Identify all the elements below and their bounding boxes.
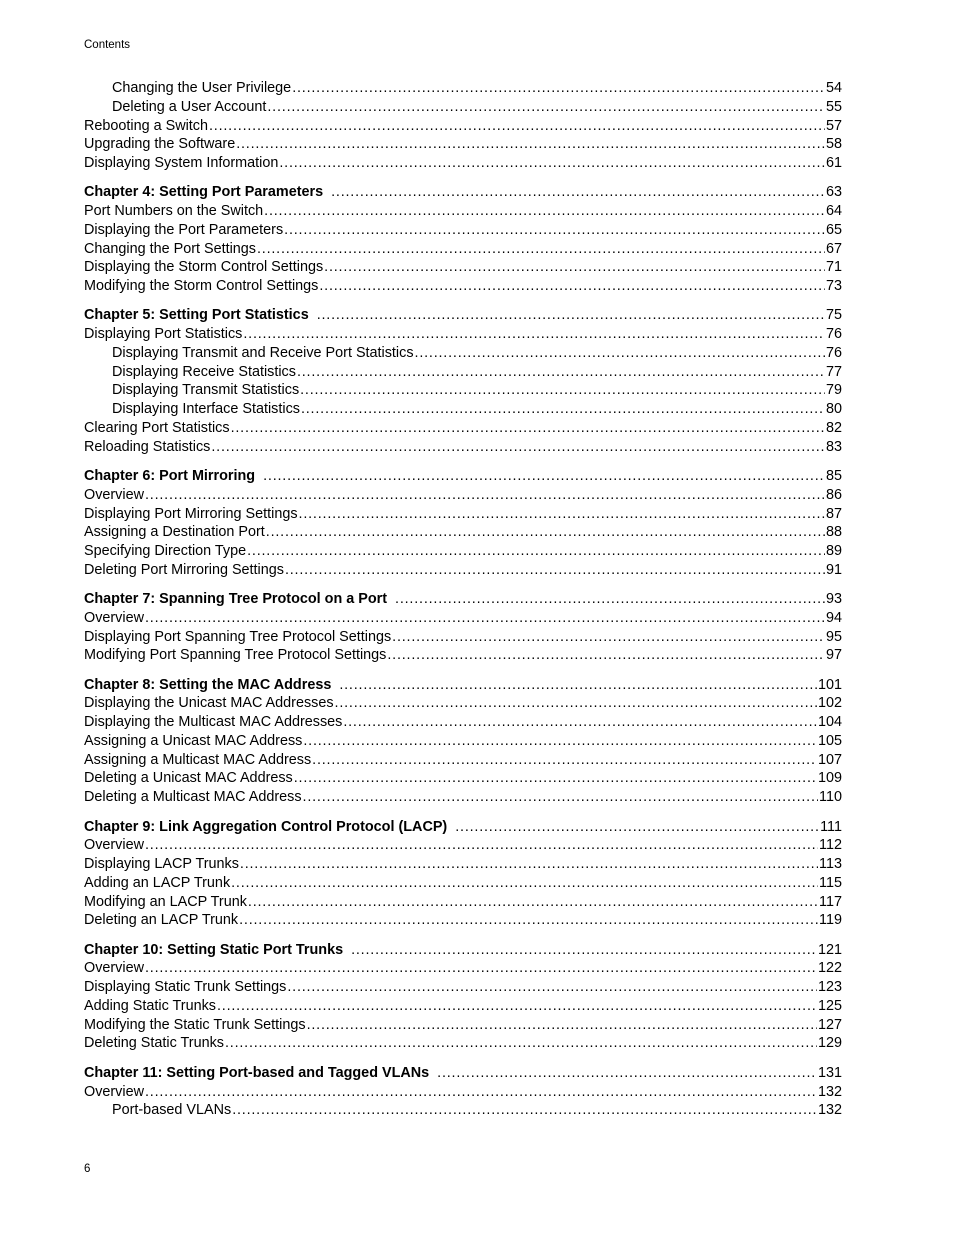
running-head: Contents xyxy=(84,39,131,51)
toc-entry-page: 115 xyxy=(819,874,842,891)
toc-entry[interactable] xyxy=(84,438,842,457)
dot-leader xyxy=(217,997,817,1016)
toc-entry-title: Changing the Port Settings xyxy=(84,240,256,257)
dot-leader xyxy=(343,713,817,732)
toc-entry-title: Reloading Statistics xyxy=(84,438,211,455)
toc-entry-page: 95 xyxy=(825,628,842,645)
dot-leader xyxy=(392,628,825,647)
toc-section xyxy=(84,818,842,931)
toc-entry[interactable] xyxy=(84,419,842,438)
toc-entry-page: 63 xyxy=(825,184,842,201)
dot-leader xyxy=(145,609,825,628)
dot-leader xyxy=(324,258,825,277)
toc-entry[interactable] xyxy=(84,505,842,524)
dot-leader xyxy=(248,893,818,912)
dot-leader xyxy=(307,1016,817,1035)
toc-entry-title: Adding Static Trunks xyxy=(84,997,216,1014)
toc-entry-page: 111 xyxy=(820,818,842,835)
toc-entry[interactable] xyxy=(84,542,842,561)
toc-entry-title: Port Numbers on the Switch xyxy=(84,203,264,220)
toc-entry-title: Displaying Transmit and Receive Port Statistics xyxy=(112,344,414,361)
toc-entry-title: Modifying the Storm Control Settings xyxy=(84,278,319,295)
dot-leader xyxy=(331,183,825,202)
dot-leader xyxy=(297,363,825,382)
dot-leader xyxy=(312,751,817,770)
toc-entry-page: 73 xyxy=(825,278,842,295)
toc-entry-title: Overview xyxy=(84,1083,144,1100)
dot-leader xyxy=(387,646,825,665)
toc-entry-title: Deleting a Multicast MAC Address xyxy=(84,789,302,806)
dot-leader xyxy=(231,874,818,893)
toc-entry-page: 110 xyxy=(819,789,842,806)
toc-chapter-entry[interactable] xyxy=(84,467,842,486)
dot-leader xyxy=(145,1083,817,1102)
dot-leader xyxy=(239,911,818,930)
toc-section xyxy=(84,941,842,1054)
toc-entry-page: 76 xyxy=(825,326,842,343)
toc-section xyxy=(84,467,842,580)
toc-entry-page: 121 xyxy=(817,941,842,958)
toc-entry-page: 97 xyxy=(825,647,842,664)
toc-entry-title: Clearing Port Statistics xyxy=(84,419,230,436)
toc-entry-page: 86 xyxy=(825,486,842,503)
dot-leader xyxy=(266,523,825,542)
dot-leader xyxy=(455,818,819,837)
toc-entry[interactable] xyxy=(84,486,842,505)
toc-entry-page: 105 xyxy=(817,732,842,749)
page-number: 6 xyxy=(84,1163,91,1175)
dot-leader xyxy=(225,1034,817,1053)
toc-entry-title: Displaying the Multicast MAC Addresses xyxy=(84,714,343,731)
toc-section xyxy=(84,183,842,296)
dot-leader xyxy=(335,694,817,713)
toc-entry[interactable] xyxy=(84,277,842,296)
toc-entry-page: 89 xyxy=(825,543,842,560)
toc-entry[interactable] xyxy=(84,1083,842,1102)
dot-leader xyxy=(145,959,817,978)
toc-entry-title: Chapter 7: Spanning Tree Protocol on a Port xyxy=(84,591,388,608)
toc-entry-page: 79 xyxy=(825,382,842,399)
toc-entry-page: 109 xyxy=(817,770,842,787)
toc-entry-title: Assigning a Multicast MAC Address xyxy=(84,751,312,768)
toc-chapter-entry[interactable] xyxy=(84,818,842,837)
toc-entry[interactable] xyxy=(84,240,842,259)
table-of-contents xyxy=(84,79,842,1131)
toc-entry-page: 104 xyxy=(817,714,842,731)
toc-entry-page: 101 xyxy=(817,676,842,693)
toc-entry[interactable] xyxy=(84,1101,842,1120)
toc-entry-page: 58 xyxy=(825,136,842,153)
toc-entry[interactable] xyxy=(84,694,842,713)
dot-leader xyxy=(303,732,817,751)
toc-entry-page: 65 xyxy=(825,221,842,238)
toc-entry-title: Deleting Static Trunks xyxy=(84,1035,224,1052)
dot-leader xyxy=(317,306,825,325)
toc-chapter-entry[interactable] xyxy=(84,676,842,695)
toc-entry-title: Displaying Receive Statistics xyxy=(112,363,296,380)
dot-leader xyxy=(319,277,825,296)
dot-leader xyxy=(243,325,825,344)
toc-entry-page: 54 xyxy=(825,80,842,96)
toc-entry-title: Modifying the Static Trunk Settings xyxy=(84,1016,306,1033)
dot-leader xyxy=(232,1101,817,1120)
toc-entry-page: 127 xyxy=(817,1016,842,1033)
toc-entry[interactable] xyxy=(84,769,842,788)
toc-entry-title: Displaying Port Statistics xyxy=(84,326,243,343)
toc-entry[interactable] xyxy=(84,344,842,363)
toc-entry-page: 122 xyxy=(817,960,842,977)
toc-entry-title: Specifying Direction Type xyxy=(84,543,247,560)
dot-leader xyxy=(395,590,825,609)
dot-leader xyxy=(279,154,825,173)
dot-leader xyxy=(145,486,825,505)
toc-entry[interactable] xyxy=(84,646,842,665)
dot-leader xyxy=(415,344,825,363)
toc-chapter-entry[interactable] xyxy=(84,1064,842,1083)
toc-entry-page: 67 xyxy=(825,240,842,257)
dot-leader xyxy=(284,221,825,240)
toc-entry[interactable] xyxy=(84,732,842,751)
toc-entry-page: 119 xyxy=(819,912,842,929)
toc-entry[interactable] xyxy=(84,154,842,173)
toc-entry-page: 55 xyxy=(825,98,842,115)
toc-entry-page: 71 xyxy=(825,259,842,276)
toc-entry-title: Deleting a User Account xyxy=(112,98,267,115)
toc-entry[interactable] xyxy=(84,893,842,912)
dot-leader xyxy=(236,135,825,154)
toc-entry-title: Displaying Interface Statistics xyxy=(112,401,300,418)
toc-entry[interactable] xyxy=(84,221,842,240)
toc-section xyxy=(84,590,842,665)
dot-leader xyxy=(264,202,825,221)
dot-leader xyxy=(294,769,817,788)
toc-entry-page: 88 xyxy=(825,524,842,541)
toc-entry[interactable] xyxy=(84,713,842,732)
toc-entry-title: Chapter 6: Port Mirroring xyxy=(84,468,256,485)
toc-entry[interactable] xyxy=(84,978,842,997)
toc-section xyxy=(84,1064,842,1120)
toc-entry-title: Overview xyxy=(84,486,144,503)
dot-leader xyxy=(285,561,825,580)
toc-entry-page: 113 xyxy=(819,856,842,873)
toc-entry-page: 129 xyxy=(817,1035,842,1052)
toc-entry[interactable] xyxy=(84,400,842,419)
dot-leader xyxy=(240,855,818,874)
dot-leader xyxy=(292,79,825,98)
toc-entry[interactable] xyxy=(84,1034,842,1053)
dot-leader xyxy=(301,400,825,419)
toc-section xyxy=(84,79,842,173)
toc-entry[interactable] xyxy=(84,997,842,1016)
toc-entry-page: 64 xyxy=(825,203,842,220)
toc-entry[interactable] xyxy=(84,855,842,874)
toc-entry-page: 91 xyxy=(825,561,842,578)
toc-entry[interactable] xyxy=(84,911,842,930)
toc-entry-title: Displaying the Port Parameters xyxy=(84,221,284,238)
dot-leader xyxy=(263,467,825,486)
toc-chapter-entry[interactable] xyxy=(84,590,842,609)
toc-entry[interactable] xyxy=(84,202,842,221)
toc-entry-title: Upgrading the Software xyxy=(84,136,236,153)
toc-entry-title: Deleting an LACP Trunk xyxy=(84,912,239,929)
toc-entry-title: Rebooting a Switch xyxy=(84,117,208,134)
toc-entry-page: 82 xyxy=(825,419,842,436)
toc-chapter-entry[interactable] xyxy=(84,941,842,960)
toc-entry-title: Assigning a Unicast MAC Address xyxy=(84,732,303,749)
toc-entry[interactable] xyxy=(84,836,842,855)
toc-entry[interactable] xyxy=(84,258,842,277)
toc-entry-page: 123 xyxy=(817,979,842,996)
toc-entry[interactable] xyxy=(84,628,842,647)
toc-entry[interactable] xyxy=(84,117,842,136)
dot-leader xyxy=(300,381,825,400)
toc-entry-page: 131 xyxy=(817,1064,842,1081)
dot-leader xyxy=(209,117,825,136)
toc-entry-title: Changing the User Privilege xyxy=(112,80,292,96)
toc-entry-page: 132 xyxy=(817,1083,842,1100)
toc-chapter-entry[interactable] xyxy=(84,183,842,202)
toc-entry-page: 107 xyxy=(817,751,842,768)
toc-entry-title: Chapter 9: Link Aggregation Control Protocol (LACP) xyxy=(84,818,448,835)
toc-entry-title: Chapter 11: Setting Port-based and Tagged VLANs xyxy=(84,1064,430,1081)
toc-entry-page: 85 xyxy=(825,468,842,485)
toc-entry-title: Deleting a Unicast MAC Address xyxy=(84,770,293,787)
dot-leader xyxy=(299,505,825,524)
toc-entry-title: Deleting Port Mirroring Settings xyxy=(84,561,284,578)
dot-leader xyxy=(257,240,825,259)
toc-entry-page: 94 xyxy=(825,609,842,626)
toc-entry-title: Displaying Static Trunk Settings xyxy=(84,979,287,996)
toc-entry-page: 76 xyxy=(825,344,842,361)
dot-leader xyxy=(211,438,825,457)
toc-entry-title: Displaying System Information xyxy=(84,155,279,171)
toc-section xyxy=(84,676,842,807)
toc-entry[interactable] xyxy=(84,751,842,770)
toc-entry-page: 125 xyxy=(817,997,842,1014)
toc-entry[interactable] xyxy=(84,874,842,893)
toc-entry-title: Displaying the Unicast MAC Addresses xyxy=(84,695,334,712)
toc-entry-page: 61 xyxy=(825,155,842,171)
toc-entry-page: 80 xyxy=(825,401,842,418)
toc-entry-title: Chapter 5: Setting Port Statistics xyxy=(84,307,309,324)
toc-entry[interactable] xyxy=(84,98,842,117)
toc-chapter-entry[interactable] xyxy=(84,306,842,325)
toc-entry-title: Overview xyxy=(84,837,144,854)
toc-entry-title: Overview xyxy=(84,960,144,977)
toc-entry[interactable] xyxy=(84,788,842,807)
dot-leader xyxy=(351,941,817,960)
toc-entry-page: 87 xyxy=(825,505,842,522)
toc-entry[interactable] xyxy=(84,325,842,344)
toc-entry-title: Chapter 10: Setting Static Port Trunks xyxy=(84,941,344,958)
toc-entry[interactable] xyxy=(84,381,842,400)
toc-entry-page: 57 xyxy=(825,117,842,134)
dot-leader xyxy=(339,676,817,695)
toc-entry-title: Displaying Port Mirroring Settings xyxy=(84,505,298,522)
toc-entry-title: Modifying an LACP Trunk xyxy=(84,893,247,910)
toc-entry-page: 117 xyxy=(819,893,842,910)
toc-entry-title: Overview xyxy=(84,609,144,626)
toc-entry-title: Displaying Port Spanning Tree Protocol Settings xyxy=(84,628,392,645)
dot-leader xyxy=(267,98,825,117)
toc-entry[interactable] xyxy=(84,561,842,580)
toc-entry-title: Chapter 4: Setting Port Parameters xyxy=(84,184,324,201)
toc-entry[interactable] xyxy=(84,1016,842,1035)
toc-entry-title: Displaying Transmit Statistics xyxy=(112,382,300,399)
toc-entry[interactable] xyxy=(84,959,842,978)
toc-entry-page: 77 xyxy=(825,363,842,380)
toc-entry-page: 132 xyxy=(817,1102,842,1119)
toc-entry-title: Modifying Port Spanning Tree Protocol Settings xyxy=(84,647,387,664)
toc-entry-title: Displaying LACP Trunks xyxy=(84,856,239,873)
dot-leader xyxy=(287,978,817,997)
toc-entry-title: Displaying the Storm Control Settings xyxy=(84,259,324,276)
dot-leader xyxy=(145,836,818,855)
toc-entry-title: Chapter 8: Setting the MAC Address xyxy=(84,676,332,693)
dot-leader xyxy=(437,1064,817,1083)
toc-entry[interactable] xyxy=(84,135,842,154)
toc-entry-page: 75 xyxy=(825,307,842,324)
dot-leader xyxy=(303,788,819,807)
toc-entry-page: 102 xyxy=(817,695,842,712)
toc-entry[interactable] xyxy=(84,363,842,382)
toc-entry-page: 93 xyxy=(825,591,842,608)
toc-entry[interactable] xyxy=(84,523,842,542)
toc-entry[interactable] xyxy=(84,609,842,628)
dot-leader xyxy=(231,419,825,438)
toc-entry-title: Adding an LACP Trunk xyxy=(84,874,231,891)
toc-section xyxy=(84,306,842,456)
toc-entry[interactable] xyxy=(84,79,842,98)
toc-entry-title: Port-based VLANs xyxy=(112,1102,232,1119)
toc-entry-page: 112 xyxy=(819,837,842,854)
toc-entry-page: 83 xyxy=(825,438,842,455)
dot-leader xyxy=(247,542,825,561)
toc-entry-title: Assigning a Destination Port xyxy=(84,524,265,541)
